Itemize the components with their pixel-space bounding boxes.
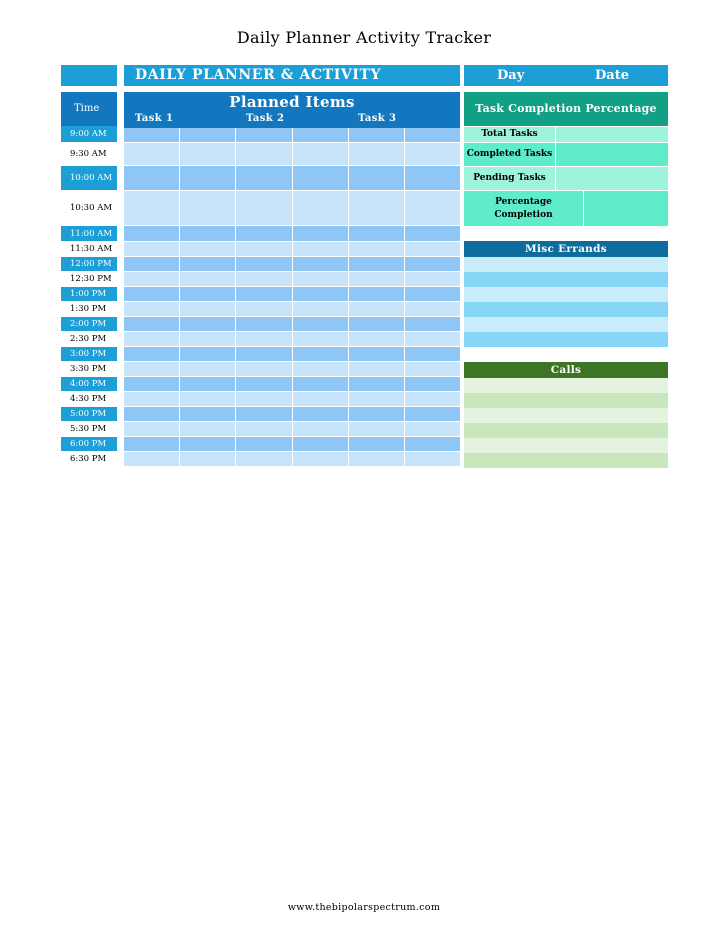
grid-cell[interactable] [349, 452, 405, 466]
grid-cell[interactable] [293, 191, 349, 225]
time-slot: 2:30 PM [61, 332, 117, 347]
grid-row [124, 437, 460, 452]
grid-cell[interactable] [349, 128, 405, 142]
grid-row [124, 257, 460, 272]
grid-cell[interactable] [236, 257, 292, 271]
stat-label: Percentage Completion [494, 196, 553, 220]
grid-cell[interactable] [180, 226, 236, 241]
grid-cell[interactable] [124, 317, 180, 331]
grid-cell[interactable] [236, 128, 292, 142]
grid-cell[interactable] [124, 422, 180, 436]
grid-cell[interactable] [293, 287, 349, 301]
grid-cell[interactable] [180, 407, 236, 421]
task-3-label: Task 3 [358, 113, 397, 124]
grid-cell[interactable] [405, 242, 460, 256]
grid-cell[interactable] [124, 272, 180, 286]
grid-cell[interactable] [405, 128, 460, 142]
call-row[interactable] [464, 378, 668, 393]
grid-row [124, 452, 460, 467]
grid-cell[interactable] [180, 166, 236, 190]
grid-cell[interactable] [405, 377, 460, 391]
time-top-bar [61, 65, 117, 86]
grid-cell[interactable] [236, 407, 292, 421]
grid-row [124, 226, 460, 242]
grid-cell[interactable] [349, 347, 405, 361]
stat-label: Completed Tasks [466, 149, 553, 159]
grid-cell[interactable] [180, 302, 236, 316]
grid-cell[interactable] [236, 422, 292, 436]
grid-cell[interactable] [236, 332, 292, 346]
grid-cell[interactable] [293, 422, 349, 436]
grid-cell[interactable] [349, 332, 405, 346]
grid-cell[interactable] [349, 407, 405, 421]
grid-cell[interactable] [405, 302, 460, 316]
grid-cell[interactable] [293, 302, 349, 316]
grid-cell[interactable] [180, 377, 236, 391]
grid-cell[interactable] [349, 191, 405, 225]
grid-cell[interactable] [124, 287, 180, 301]
grid-cell[interactable] [405, 332, 460, 346]
grid-cell[interactable] [405, 407, 460, 421]
grid-cell[interactable] [180, 422, 236, 436]
grid-cell[interactable] [293, 452, 349, 466]
grid-cell[interactable] [180, 347, 236, 361]
grid-cell[interactable] [124, 347, 180, 361]
task-completion-header: Task Completion Percentage [464, 92, 668, 126]
planned-items-title: Planned Items [229, 93, 355, 111]
grid-cell[interactable] [124, 362, 180, 376]
grid-row [124, 317, 460, 332]
grid-cell[interactable] [405, 452, 460, 466]
grid-row [124, 377, 460, 392]
grid-cell[interactable] [236, 287, 292, 301]
grid-cell[interactable] [405, 272, 460, 286]
grid-cell[interactable] [124, 302, 180, 316]
time-slot: 12:30 PM [61, 272, 117, 287]
grid-cell[interactable] [405, 347, 460, 361]
task-2-label: Task 2 [246, 113, 285, 124]
grid-cell[interactable] [180, 242, 236, 256]
time-column [61, 126, 117, 467]
time-slot: 1:30 PM [61, 302, 117, 317]
grid-cell[interactable] [293, 226, 349, 241]
grid-cell[interactable] [180, 362, 236, 376]
grid-cell[interactable] [124, 128, 180, 142]
grid-cell[interactable] [124, 407, 180, 421]
grid-cell[interactable] [236, 272, 292, 286]
grid-cell[interactable] [349, 226, 405, 241]
stat-value[interactable] [555, 127, 668, 142]
grid-cell[interactable] [124, 392, 180, 406]
grid-cell[interactable] [405, 287, 460, 301]
grid-cell[interactable] [293, 317, 349, 331]
grid-row [124, 422, 460, 437]
grid-cell[interactable] [236, 317, 292, 331]
stat-value[interactable] [583, 191, 668, 226]
grid-cell[interactable] [180, 317, 236, 331]
grid-cell[interactable] [293, 143, 349, 165]
grid-cell[interactable] [405, 317, 460, 331]
misc-errand-row[interactable] [464, 302, 668, 317]
grid-row [124, 332, 460, 347]
grid-row [124, 287, 460, 302]
calls-header: Calls [464, 362, 668, 378]
grid-cell[interactable] [180, 332, 236, 346]
grid-cell[interactable] [293, 392, 349, 406]
grid-cell[interactable] [124, 166, 180, 190]
grid-cell[interactable] [236, 437, 292, 451]
grid-cell[interactable] [349, 242, 405, 256]
misc-errand-row[interactable] [464, 317, 668, 332]
grid-cell[interactable] [405, 362, 460, 376]
grid-cell[interactable] [180, 437, 236, 451]
grid-row [124, 191, 460, 226]
grid-cell[interactable] [349, 362, 405, 376]
time-slot: 10:30 AM [61, 191, 117, 226]
grid-cell[interactable] [349, 166, 405, 190]
grid-cell[interactable] [349, 317, 405, 331]
planner-grid [124, 128, 460, 467]
grid-cell[interactable] [236, 166, 292, 190]
stat-row-total [464, 127, 668, 143]
time-slot: 1:00 PM [61, 287, 117, 302]
time-slot: 3:30 PM [61, 362, 117, 377]
stat-value[interactable] [555, 167, 668, 190]
grid-cell[interactable] [293, 377, 349, 391]
grid-row [124, 272, 460, 287]
stat-label: Pending Tasks [473, 173, 546, 183]
grid-cell[interactable] [349, 302, 405, 316]
grid-row [124, 166, 460, 191]
grid-cell[interactable] [349, 257, 405, 271]
date-label: Date [595, 68, 629, 83]
grid-cell[interactable] [124, 143, 180, 165]
grid-cell[interactable] [124, 257, 180, 271]
grid-cell[interactable] [236, 347, 292, 361]
time-slot: 11:30 AM [61, 242, 117, 257]
grid-cell[interactable] [405, 143, 460, 165]
grid-cell[interactable] [124, 242, 180, 256]
grid-cell[interactable] [405, 191, 460, 225]
grid-cell[interactable] [293, 257, 349, 271]
grid-cell[interactable] [180, 191, 236, 225]
time-slot: 9:00 AM [61, 126, 117, 143]
stat-row-percentage [464, 191, 668, 227]
tracker-banner: DAILY PLANNER & ACTIVITY [124, 65, 460, 86]
day-date-bar [464, 65, 668, 86]
grid-row [124, 392, 460, 407]
time-slot: 6:00 PM [61, 437, 117, 452]
grid-cell[interactable] [293, 272, 349, 286]
grid-cell[interactable] [293, 166, 349, 190]
grid-row [124, 347, 460, 362]
grid-cell[interactable] [293, 362, 349, 376]
grid-cell[interactable] [405, 226, 460, 241]
grid-row [124, 128, 460, 143]
time-slot: 12:00 PM [61, 257, 117, 272]
time-slot: 4:00 PM [61, 377, 117, 392]
grid-row [124, 143, 460, 166]
grid-cell[interactable] [293, 332, 349, 346]
call-row[interactable] [464, 393, 668, 408]
time-slot: 5:30 PM [61, 422, 117, 437]
grid-cell[interactable] [405, 437, 460, 451]
grid-cell[interactable] [124, 452, 180, 466]
time-header: Time [61, 92, 117, 126]
call-row[interactable] [464, 453, 668, 468]
grid-cell[interactable] [180, 128, 236, 142]
grid-cell[interactable] [180, 143, 236, 165]
grid-cell[interactable] [236, 226, 292, 241]
misc-errand-row[interactable] [464, 287, 668, 302]
call-row[interactable] [464, 438, 668, 453]
grid-cell[interactable] [236, 377, 292, 391]
planned-items-header [124, 92, 460, 128]
grid-cell[interactable] [236, 362, 292, 376]
grid-cell[interactable] [349, 272, 405, 286]
grid-cell[interactable] [180, 452, 236, 466]
stat-value[interactable] [555, 143, 668, 166]
time-slot: 9:30 AM [61, 143, 117, 166]
grid-cell[interactable] [405, 166, 460, 190]
grid-cell[interactable] [293, 128, 349, 142]
task-1-label: Task 1 [135, 113, 174, 124]
grid-cell[interactable] [349, 287, 405, 301]
grid-cell[interactable] [293, 347, 349, 361]
time-slot: 3:00 PM [61, 347, 117, 362]
grid-cell[interactable] [124, 191, 180, 225]
grid-cell[interactable] [180, 257, 236, 271]
grid-cell[interactable] [124, 377, 180, 391]
grid-cell[interactable] [236, 392, 292, 406]
misc-errands-header: Misc Errands [464, 241, 668, 257]
grid-cell[interactable] [349, 377, 405, 391]
grid-cell[interactable] [405, 392, 460, 406]
time-slot: 6:30 PM [61, 452, 117, 467]
stat-row-completed [464, 143, 668, 167]
day-label: Day [497, 68, 525, 83]
grid-cell[interactable] [349, 143, 405, 165]
grid-cell[interactable] [349, 392, 405, 406]
misc-errand-row[interactable] [464, 257, 668, 272]
grid-cell[interactable] [124, 437, 180, 451]
time-slot: 11:00 AM [61, 226, 117, 242]
grid-cell[interactable] [180, 392, 236, 406]
document-title: Daily Planner Activity Tracker [236, 28, 492, 47]
grid-cell[interactable] [180, 287, 236, 301]
footer-url: www.thebipolarspectrum.com [287, 902, 441, 913]
grid-cell[interactable] [349, 437, 405, 451]
grid-cell[interactable] [236, 242, 292, 256]
grid-cell[interactable] [236, 191, 292, 225]
grid-cell[interactable] [180, 272, 236, 286]
grid-row [124, 302, 460, 317]
time-slot: 2:00 PM [61, 317, 117, 332]
grid-cell[interactable] [293, 407, 349, 421]
grid-cell[interactable] [293, 437, 349, 451]
misc-errand-row[interactable] [464, 272, 668, 287]
call-row[interactable] [464, 408, 668, 423]
grid-cell[interactable] [349, 422, 405, 436]
misc-errand-row[interactable] [464, 332, 668, 347]
time-slot: 4:30 PM [61, 392, 117, 407]
grid-row [124, 407, 460, 422]
stat-row-pending [464, 167, 668, 191]
grid-cell[interactable] [236, 143, 292, 165]
grid-row [124, 362, 460, 377]
grid-cell[interactable] [236, 302, 292, 316]
grid-cell[interactable] [293, 242, 349, 256]
grid-cell[interactable] [236, 452, 292, 466]
time-slot: 5:00 PM [61, 407, 117, 422]
grid-cell[interactable] [405, 257, 460, 271]
grid-cell[interactable] [124, 226, 180, 241]
grid-cell[interactable] [405, 422, 460, 436]
stat-label: Total Tasks [481, 129, 538, 139]
grid-row [124, 242, 460, 257]
grid-cell[interactable] [124, 332, 180, 346]
time-slot: 10:00 AM [61, 166, 117, 191]
call-row[interactable] [464, 423, 668, 438]
